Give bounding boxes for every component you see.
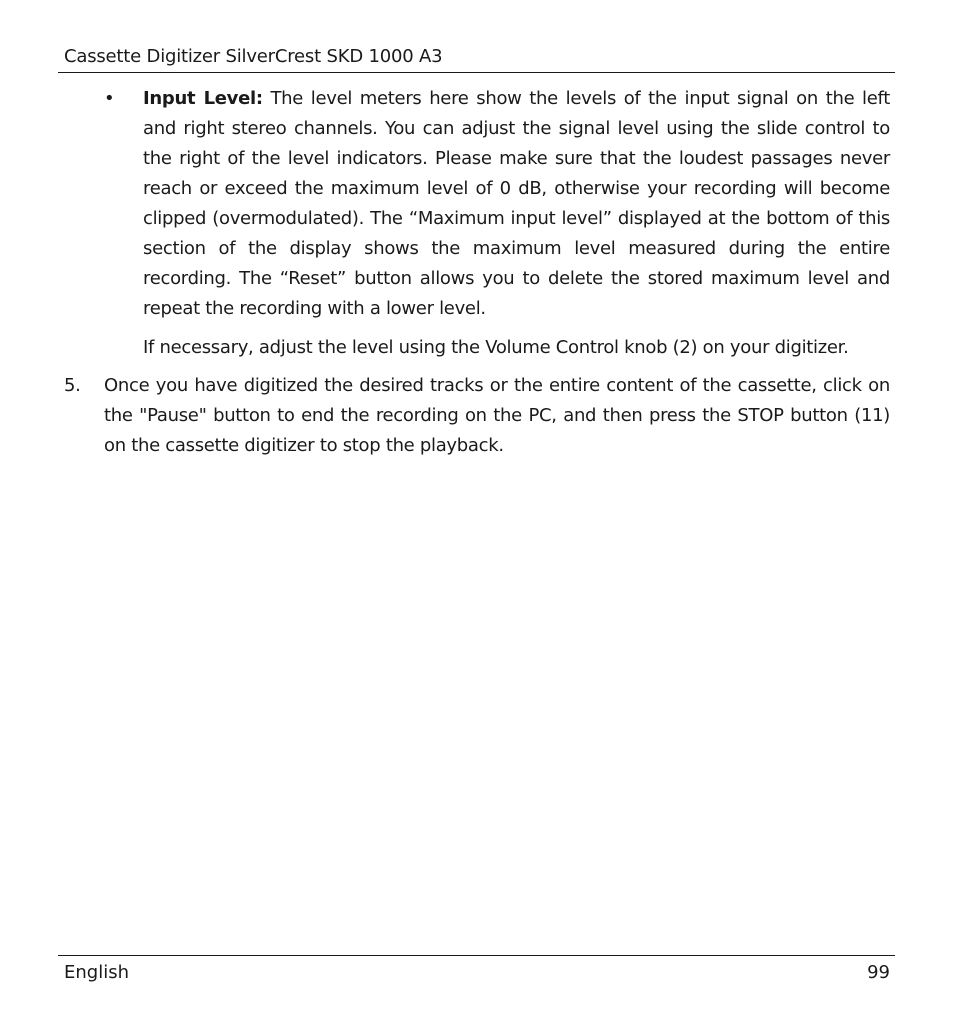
step-number: 5. — [64, 375, 81, 396]
step-paragraph: Once you have digitized the desired tracks or the entire content of the cassette, click on the "Pause" button to end the recording on the PC, and then press the STOP button (11) on the cassette digitizer to stop the playback. — [104, 375, 890, 456]
header-rule — [58, 72, 895, 73]
note-paragraph: If necessary, adjust the level using the Volume Control knob (2) on your digitizer. — [143, 337, 849, 358]
footer-rule — [58, 955, 895, 956]
running-header: Cassette Digitizer SilverCrest SKD 1000 A3 — [64, 46, 443, 67]
page-number: 99 — [867, 962, 890, 983]
bullet-term: Input Level: — [143, 88, 263, 109]
bullet-icon: • — [104, 88, 115, 109]
footer-language: English — [64, 962, 129, 983]
bullet-paragraph-input-level — [143, 84, 890, 324]
bullet-description: The level meters here show the levels of the input signal on the left and right stereo channels. You can adjust the signal level using the slide control to the right of the level indicators. Please make sure that the loudest passages never reach or exceed the maximum level of 0 dB, otherwise your recording will become clipped (overmodulated). The “Maximum input level” displayed at the bottom of this section of the display shows the maximum level measured during the entire recording. The “Reset” button allows you to delete the stored maximum level and repeat the recording with a lower level. — [143, 88, 891, 319]
